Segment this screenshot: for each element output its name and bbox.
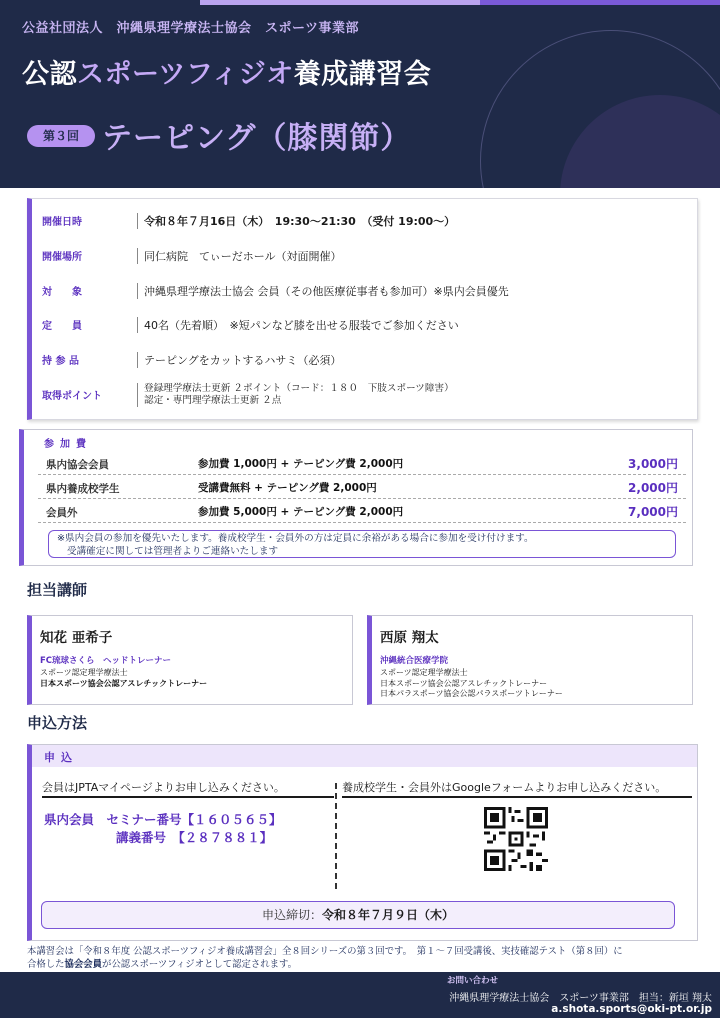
instructor-name: 西原 翔太 — [380, 630, 439, 646]
fee-category: 県内養成校学生 — [46, 483, 120, 495]
seminar-number: 県内会員 セミナー番号【１６０５６５】 — [44, 812, 282, 827]
title-prefix: 公認 — [22, 59, 77, 90]
instructors-heading: 担当講師 — [27, 581, 88, 599]
footer-bar — [0, 972, 720, 1018]
fee-category: 県内協会会員 — [46, 459, 109, 471]
info-value: 沖縄県理学療法士協会 会員（その他医療従事者も参加可）※県内会員優先 — [137, 283, 509, 299]
fees-panel — [19, 429, 693, 566]
instructor-credentials — [40, 668, 207, 689]
info-label: 開催日時 — [42, 217, 82, 228]
organization-name: 公益社団法人 沖縄県理学療法士協会 スポーツ事業部 — [22, 21, 359, 36]
apply-panel — [27, 744, 698, 941]
points-line-1: 登録理学療法士更新 ２ポイント（コード：１８０ 下肢スポーツ障害） — [144, 383, 454, 394]
instructor-card — [367, 615, 693, 705]
info-label: 開催場所 — [42, 252, 82, 263]
header-accent-bar — [200, 0, 480, 5]
fee-detail: 受講費無料 + テーピング費 2,000円 — [198, 482, 377, 494]
session-title: テーピング（膝関節） — [102, 121, 412, 156]
contact-label: お問い合わせ — [446, 976, 498, 986]
lecture-number: 講義番号 【２８７８８１】 — [116, 830, 273, 845]
credential: 日本パラスポーツ協会公認パラスポーツトレーナー — [380, 689, 563, 698]
apply-heading: 申込方法 — [27, 714, 88, 732]
fee-note — [48, 530, 676, 558]
contact-email-link[interactable]: a.shota.sports@oki-pt.or.jp — [551, 1003, 712, 1015]
fee-row — [38, 452, 686, 475]
info-value: 40名（先着順） ※短パンなど膝を出せる服装でご参加ください — [137, 317, 459, 333]
footnote-line-2-pre: 合格した — [27, 959, 65, 970]
info-label: 取得ポイント — [42, 391, 102, 402]
deadline-value: 令和８年７月９日（木） — [322, 908, 455, 922]
apply-box-header — [32, 745, 697, 767]
instructor-affiliation: FC琉球さくら ヘッドトレーナー — [40, 656, 172, 666]
fee-note-line-1: ※県内会員の参加を優先いたします。養成校学生・会員外の方は定員に余裕がある場合に参加を受け付けます。 — [57, 533, 534, 544]
fee-total: 2,000円 — [628, 481, 678, 495]
header-banner — [0, 0, 720, 188]
footnote-line-1: 本講習会は「令和８年度 公認スポーツフィジオ養成講習会」全８回シリーズの第３回です。 第１〜７回受講後、実技確認テスト（第８回）に — [27, 946, 623, 957]
other-apply-instruction: 養成校学生・会員外はGoogleフォームよりお申し込みください。 — [342, 779, 692, 798]
member-apply-instruction: 会員はJPTAマイページよりお申し込みください。 — [42, 779, 334, 798]
deadline-box — [41, 901, 675, 929]
fee-total: 3,000円 — [628, 457, 678, 471]
title-suffix: 養成講習会 — [293, 59, 432, 90]
info-label: 対 象 — [42, 287, 82, 298]
fee-detail: 参加費 5,000円 + テーピング費 2,000円 — [198, 506, 404, 518]
credential: 日本スポーツ協会公認アスレチックトレーナー — [380, 678, 548, 688]
title-highlight: スポーツフィジオ — [77, 59, 294, 90]
instructor-card — [27, 615, 353, 705]
apply-box-title: 申込 — [44, 751, 78, 764]
page-title — [22, 52, 431, 91]
contact-organization: 沖縄県理学療法士協会 スポーツ事業部 担当：新垣 翔太 — [449, 993, 712, 1004]
credential: スポーツ認定理学療法士 — [380, 668, 468, 677]
instructor-name: 知花 亜希子 — [40, 630, 113, 646]
column-divider — [335, 783, 337, 889]
google-form-qr-code[interactable] — [484, 807, 548, 871]
info-label: 定 員 — [42, 321, 82, 332]
fee-row — [38, 476, 686, 499]
footnote-line-2-post: が公認スポーツフィジオとして認定されます。 — [102, 959, 298, 970]
header-accent-bar-2 — [480, 0, 720, 5]
fee-total: 7,000円 — [628, 505, 678, 519]
info-value — [137, 383, 454, 407]
fee-category: 会員外 — [46, 507, 78, 519]
fee-note-line-2: 受講確定に関しては管理者よりご連絡いたします — [67, 546, 279, 557]
info-value: テーピングをカットするハサミ（必須） — [137, 352, 341, 368]
points-line-2: 認定・専門理学療法士更新 ２点 — [144, 395, 282, 406]
credential: スポーツ認定理学療法士 — [40, 668, 128, 677]
info-value: 同仁病院 てぃーだホール（対面開催） — [137, 248, 342, 264]
info-value: 令和８年７月16日（木） 19:30〜21:30 （受付 19:00〜） — [137, 213, 455, 229]
deadline-label: 申込締切： — [261, 908, 322, 922]
fee-detail: 参加費 1,000円 + テーピング費 2,000円 — [198, 458, 404, 470]
instructor-credentials — [380, 668, 563, 700]
credential: 日本スポーツ協会公認アスレチックトレーナー — [40, 678, 208, 688]
fee-row — [38, 500, 686, 523]
event-info-panel — [27, 198, 698, 420]
info-label: 持 参 品 — [42, 356, 79, 367]
session-badge: 第３回 — [27, 125, 95, 147]
series-footnote — [27, 945, 697, 971]
fees-title: 参加費 — [44, 439, 92, 450]
footnote-emphasis: 協会会員 — [64, 959, 103, 970]
instructor-affiliation: 沖縄統合医療学院 — [380, 656, 449, 666]
